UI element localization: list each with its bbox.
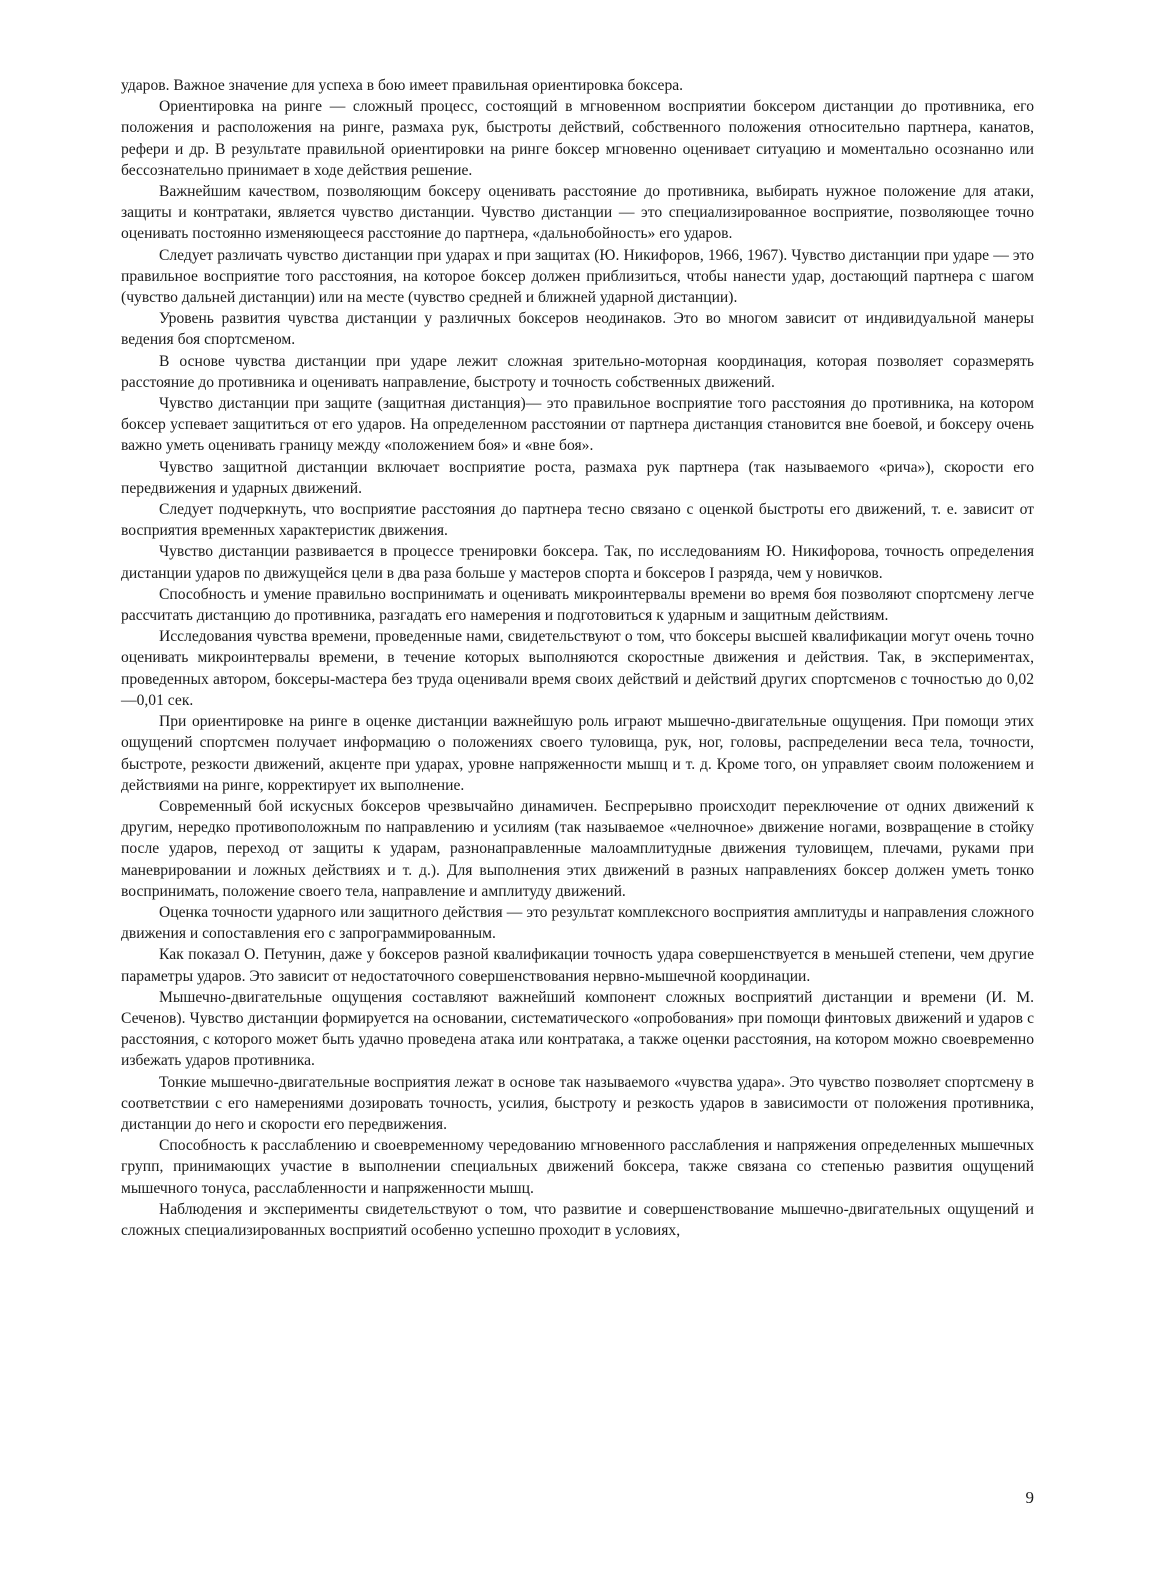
body-text bbox=[121, 75, 1034, 1241]
paragraph: Чувство дистанции развивается в процессе тренировки боксера. Так, по исследованиям Ю. Никифорова, точность определения дистанции ударов по движущейся цели в два раза больше у мастеров спорта и боксеров I разряда, чем у новичков. bbox=[121, 543, 1034, 582]
paragraph: Важнейшим качеством, позволяющим боксеру оценивать расстояние до противника, выбирать нужное положение для атаки, защиты и контратаки, является чувство дистанции. Чувство дистанции — это специализированное восприятие, позволяющее точно оценивать постоянно изменяющееся расстояние до партнера, «дальнобойность» его ударов. bbox=[121, 183, 1034, 243]
paragraph: Наблюдения и эксперименты свидетельствуют о том, что развитие и совершенствование мышечно-двигательных ощущений и сложных специализированных восприятий особенно успешно проходит в условиях, bbox=[121, 1200, 1034, 1239]
paragraph: Ориентировка на ринге — сложный процесс, состоящий в мгновенном восприятии боксером дистанции до противника, его положения и расположения на ринге, размаха рук, быстроты действий, собственного положения относительно партнера, канатов, рефери и др. В результате правильной ориентировки на ринге боксер мгновенно оценивает ситуацию и моментально осознанно или бессознательно принимает в ходе действия решение. bbox=[121, 98, 1034, 179]
page-number: 9 bbox=[1025, 1488, 1034, 1507]
paragraph: Как показал О. Петунин, даже у боксеров разной квалификации точность удара совершенствуется в меньшей степени, чем другие параметры ударов. Это зависит от недостаточного совершенствования нервно-мышечной координации. bbox=[121, 946, 1034, 985]
paragraph: Тонкие мышечно-двигательные восприятия лежат в основе так называемого «чувства удара». Это чувство позволяет спортсмену в соответствии с его намерениями дозировать точность, усилия, быстроту и резкость ударов в зависимости от положения противника, дистанции до него и скорости его передвижения. bbox=[121, 1073, 1034, 1133]
paragraph: Мышечно-двигательные ощущения составляют важнейший компонент сложных восприятий дистанции и времени (И. М. Сеченов). Чувство дистанции формируется на основании, систематического «опробования» при помощи финтовых движений и ударов с расстояния, с которого может быть удачно проведена атака или контратака, а также оценки расстояния, на котором можно своевременно избежать ударов противника. bbox=[121, 988, 1034, 1070]
paragraph: Исследования чувства времени, проведенные нами, свидетельствуют о том, что боксеры высшей квалификации могут очень точно оценивать микроинтервалы времени, в течение которых выполняются скоростные движения и действия. Так, в экспериментах, проведенных автором, боксеры-мастера без труда оценивали время своих действий и действий других спортсменов с точностью до 0,02—0,01 сек. bbox=[121, 628, 1034, 709]
paragraph: Способность к расслаблению и своевременному чередованию мгновенного расслабления и напряжения определенных мышечных групп, принимающих участие в выполнении специальных движений боксера, также связана со степенью развития ощущений мышечного тонуса, расслабленности и напряженности мышц. bbox=[121, 1137, 1034, 1197]
paragraph: Оценка точности ударного или защитного действия — это результат комплексного восприятия амплитуды и направления сложного движения и сопоставления его с запрограммированным. bbox=[121, 903, 1034, 943]
paragraph: Чувство дистанции при защите (защитная дистанция)— это правильное восприятие того расстояния до противника, на котором боксер успевает защититься от его ударов. На определенном расстоянии от партнера дистанция становится вне боевой, и боксеру очень важно уметь оценивать границу между «положением боя» и «вне боя». bbox=[121, 395, 1034, 455]
paragraph: Уровень развития чувства дистанции у различных боксеров неодинаков. Это во многом зависит от индивидуальной манеры ведения боя спортсменом. bbox=[121, 310, 1034, 349]
paragraph: Способность и умение правильно воспринимать и оценивать микроинтервалы времени во время боя позволяют спортсмену легче рассчитать дистанцию до противника, разгадать его намерения и подготовиться к ударным и защитным действиям. bbox=[121, 585, 1034, 625]
paragraph: При ориентировке на ринге в оценке дистанции важнейшую роль играют мышечно-двигательные ощущения. При помощи этих ощущений спортсмен получает информацию о положениях своего туловища, рук, ног, головы, распределении веса тела, точности, быстроте, резкости движений, акценте при ударах, уровне напряженности мышц и т. д. Кроме того, он управляет своим положением и действиями на ринге, корректирует их выполнение. bbox=[121, 713, 1034, 794]
paragraph: ударов. Важное значение для успеха в бою имеет правильная ориентировка боксера. bbox=[121, 77, 684, 94]
paragraph: Следует различать чувство дистанции при ударах и при защитах (Ю. Никифоров, 1966, 1967). Чувство дистанции при ударе — это правильное восприятие того расстояния, на которое боксер должен приблизиться, чтобы нанести удар, достающий партнера с шагом (чувство дальней дистанции) или на месте (чувство средней и ближней ударной дистанции). bbox=[121, 246, 1034, 307]
paragraph: Современный бой искусных боксеров чрезвычайно динамичен. Беспрерывно происходит переключение от одних движений к другим, нередко противоположным по направлению и усилиям (так называемое «челночное» движение ногами, возвращение в стойку после ударов, переход от защиты к ударам, разнонаправленные малоамплитудные движения туловищем, плечами, руками при маневрировании и ложных действиях и т. д.). Для выполнения этих движений в разных направлениях боксер должен уметь тонко воспринимать, положение своего тела, направление и амплитуду движений. bbox=[121, 797, 1034, 900]
paragraph: В основе чувства дистанции при ударе лежит сложная зрительно-моторная координация, которая позволяет соразмерять расстояние до противника и оценивать направление, быстроту и точность собственных движений. bbox=[121, 352, 1034, 391]
paragraph: Следует подчеркнуть, что восприятие расстояния до партнера тесно связано с оценкой быстроты его движений, т. е. зависит от восприятия временных характеристик движения. bbox=[121, 501, 1034, 540]
paragraph: Чувство защитной дистанции включает восприятие роста, размаха рук партнера (так называемого «рича»), скорости его передвижения и ударных движений. bbox=[121, 458, 1034, 497]
